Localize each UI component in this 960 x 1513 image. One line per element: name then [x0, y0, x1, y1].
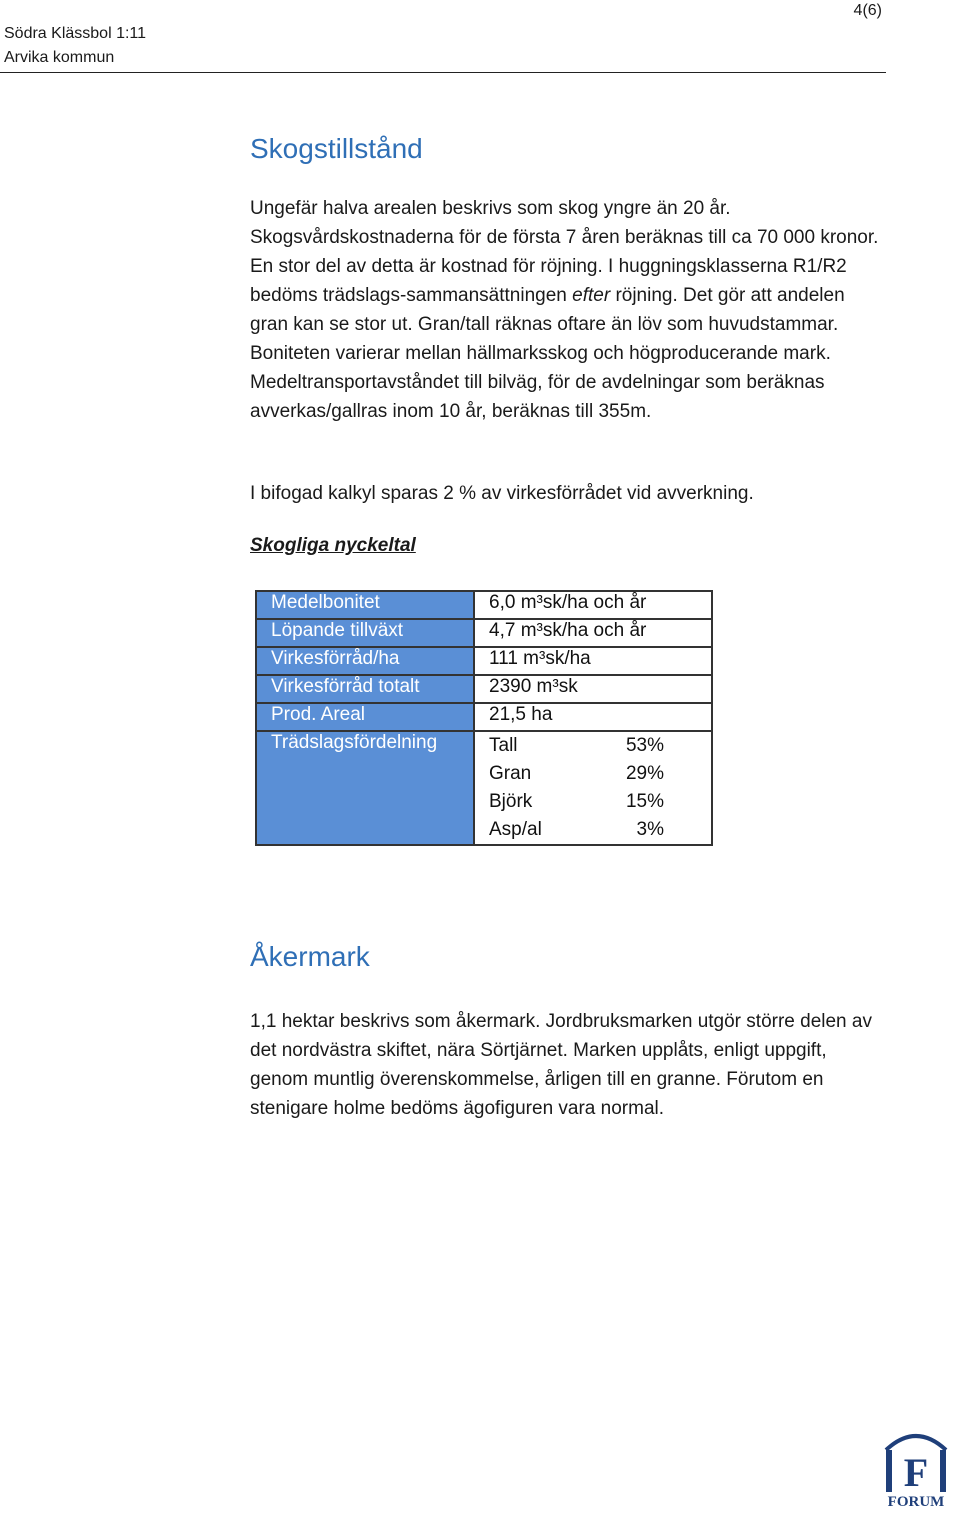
forest-description-tail: röjning. Det gör att andelen gran kan se stor ut. Gran/tall räknas oftare än löv som huvudstammar. Boniteten varierar mellan hällmarksskog och högproducerande mark. Medeltransportavståndet till bilväg, för de avdelningar som beräknas avverkas/gallras inom 10 år, beräknas till 355m.	[250, 285, 845, 422]
species-distribution	[474, 731, 712, 845]
table-row	[256, 703, 712, 731]
species-pct: 15%	[625, 791, 664, 812]
row-label: Prod. Areal	[256, 703, 474, 731]
logo-letter: F	[903, 1450, 929, 1495]
row-value: 21,5 ha	[474, 703, 712, 731]
savings-note: I bifogad kalkyl sparas 2 % av virkesförrådet vid avverkning.	[250, 483, 754, 504]
forest-description	[250, 194, 880, 426]
municipality: Arvika kommun	[4, 49, 115, 66]
page-number: 4(6)	[853, 2, 882, 19]
row-value: 6,0 m³sk/ha och år	[474, 591, 712, 619]
row-label: Virkesförråd/ha	[256, 647, 474, 675]
keyfigures-table	[255, 590, 713, 846]
row-label: Virkesförråd totalt	[256, 675, 474, 703]
species-item	[489, 760, 664, 788]
species-name: Asp/al	[489, 819, 542, 840]
species-pct: 3%	[636, 819, 664, 840]
row-label: Medelbonitet	[256, 591, 474, 619]
species-pct: 29%	[625, 763, 664, 784]
species-pct: 53%	[625, 735, 664, 756]
species-name: Björk	[489, 791, 533, 812]
keyfigures-heading: Skogliga nyckeltal	[250, 535, 416, 556]
species-name: Gran	[489, 763, 532, 784]
species-label: Trädslagsfördelning	[256, 731, 474, 845]
species-item	[489, 788, 664, 816]
species-name: Tall	[489, 735, 518, 756]
table-row	[256, 647, 712, 675]
table-row	[256, 675, 712, 703]
section-title-farmland: Åkermark	[250, 941, 370, 972]
table-row	[256, 731, 712, 845]
section-title-forest: Skogstillstånd	[250, 133, 423, 164]
property-name: Södra Klässbol 1:11	[4, 25, 147, 42]
table-row	[256, 591, 712, 619]
species-item	[489, 732, 664, 760]
row-value: 4,7 m³sk/ha och år	[474, 619, 712, 647]
row-value: 111 m³sk/ha	[474, 647, 712, 675]
row-label: Löpande tillväxt	[256, 619, 474, 647]
logo-wordmark: FORUM	[887, 1494, 945, 1508]
forum-logo-icon	[880, 1420, 952, 1508]
header-divider	[0, 72, 886, 73]
forest-description-emphasis: efter	[572, 285, 611, 306]
row-value: 2390 m³sk	[474, 675, 712, 703]
forum-logo	[880, 1420, 952, 1508]
forest-description-text: Ungefär halva arealen beskrivs som skog yngre än 20 år. Skogsvårdskostnaderna för de första 7 åren beräknas till ca 70 000 kronor. En stor del av detta är kostnad för röjning. I huggningsklasserna R1/R2 bedöms trädslags-sammansättningen	[250, 198, 879, 306]
species-item	[489, 816, 664, 844]
table-row	[256, 619, 712, 647]
farmland-description: 1,1 hektar beskrivs som åkermark. Jordbruksmarken utgör större delen av det nordvästra skiftet, nära Sörtjärnet. Marken upplåts, enligt uppgift, genom muntlig överenskommelse, årligen till en granne. Förutom en stenigare holme bedöms ägofiguren vara normal.	[250, 1011, 872, 1119]
document-header	[4, 22, 146, 70]
